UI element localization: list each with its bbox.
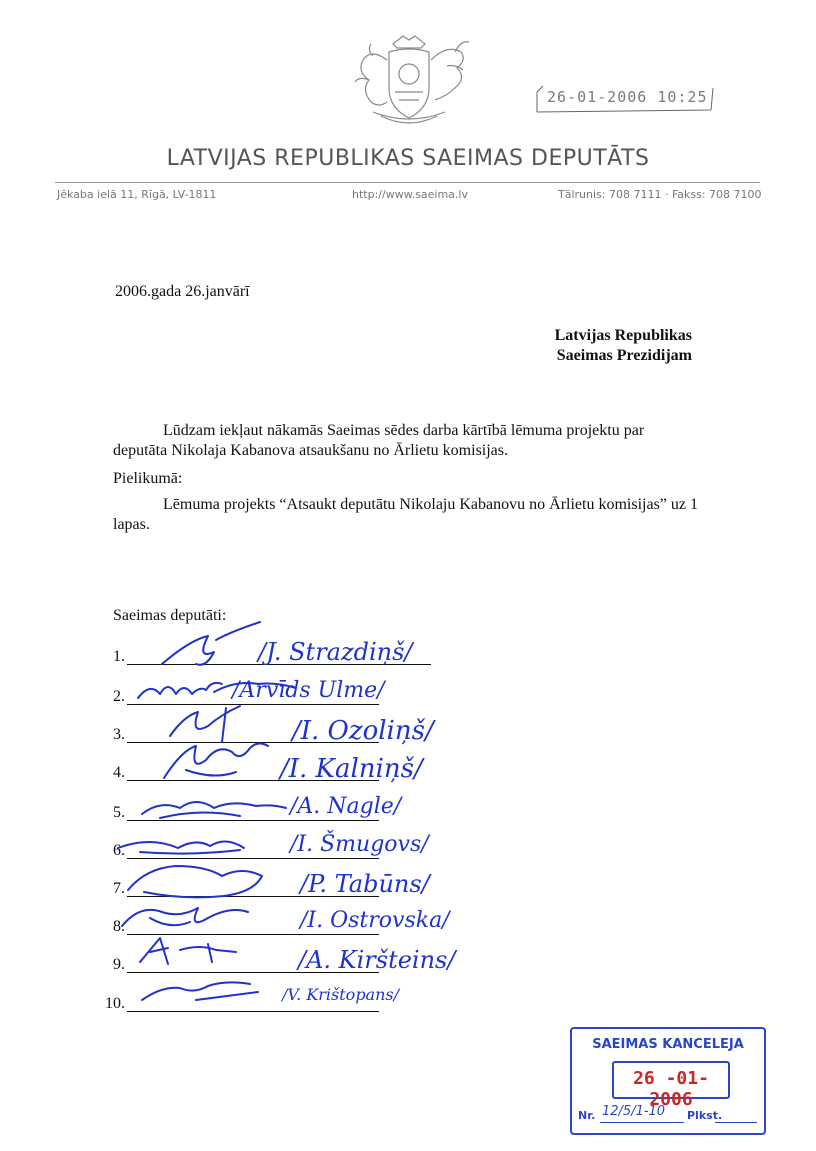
registry-plkst-underline bbox=[715, 1122, 757, 1123]
handwritten-name: /Arvīds Ulme/ bbox=[232, 678, 385, 703]
registry-nr-value: 12/5/1-10 bbox=[602, 1104, 666, 1119]
attachment-label: Pielikumā: bbox=[113, 470, 183, 487]
registry-plkst-label: Plkst. bbox=[687, 1109, 723, 1122]
signature-row-number: 4. bbox=[113, 764, 125, 781]
signature-row-number: 6. bbox=[113, 842, 125, 859]
attachment-text: Lēmuma projekts “Atsaukt deputātu Nikolaju Kabanovu no Ārlietu komisijas” uz 1 lapas. bbox=[113, 496, 698, 533]
signature-row-number: 1. bbox=[113, 648, 125, 665]
body-paragraph: Lūdzam iekļaut nākamās Saeimas sēdes darba kārtībā lēmuma projektu par deputāta Nikolaja Kabanova atsaukšanu no Ārlietu komisijas. bbox=[113, 422, 645, 459]
handwritten-name: /P. Tabūns/ bbox=[300, 870, 430, 898]
fax-timestamp-text: 26-01-2006 10:25 bbox=[547, 88, 708, 106]
signature-row-number: 3. bbox=[113, 726, 125, 743]
registry-stamp-datebox bbox=[612, 1061, 730, 1110]
signatures-heading: Saeimas deputāti: bbox=[113, 607, 227, 624]
letter-date: 2006.gada 26.janvārī bbox=[115, 283, 250, 300]
handwritten-name: /V. Krištopans/ bbox=[282, 985, 399, 1004]
registry-stamp-date: 26 -01- 2006 bbox=[633, 1068, 709, 1110]
signature-row-number: 9. bbox=[113, 956, 125, 973]
registry-nr-underline bbox=[600, 1122, 684, 1123]
signature-row-number: 10. bbox=[105, 995, 125, 1012]
handwritten-name: /I. Ozoliņš/ bbox=[292, 716, 434, 746]
letterhead-website: http://www.saeima.lv bbox=[352, 188, 468, 201]
handwritten-name: /I. Ostrovska/ bbox=[300, 908, 450, 933]
letterhead-title: LATVIJAS REPUBLIKAS SAEIMAS DEPUTĀTS bbox=[166, 146, 650, 171]
registry-stamp bbox=[570, 1027, 766, 1135]
registry-stamp-title: SAEIMAS KANCELEJA bbox=[592, 1037, 744, 1052]
letterhead-phone-fax: Tālrunis: 708 7111 · Fakss: 708 7100 bbox=[558, 188, 762, 201]
handwritten-name: /A. Nagle/ bbox=[290, 794, 402, 819]
signature-row-number: 5. bbox=[113, 804, 125, 821]
handwritten-name: /A. Kiršteins/ bbox=[298, 946, 456, 974]
letterhead-address: Jēkaba ielā 11, Rīgā, LV-1811 bbox=[57, 188, 217, 201]
signature-row-number: 8. bbox=[113, 918, 125, 935]
recipient-line-2: Saeimas Prezidijam bbox=[556, 347, 692, 364]
registry-nr-label: Nr. bbox=[578, 1109, 596, 1122]
recipient-line-1: Latvijas Republikas bbox=[554, 327, 692, 344]
handwritten-name: /I. Šmugovs/ bbox=[290, 832, 429, 857]
handwritten-name: /I. Kalniņš/ bbox=[280, 754, 423, 784]
signature-row-number: 2. bbox=[113, 688, 125, 705]
signature-row-number: 7. bbox=[113, 880, 125, 897]
handwritten-name: /J. Strazdiņš/ bbox=[258, 638, 413, 666]
